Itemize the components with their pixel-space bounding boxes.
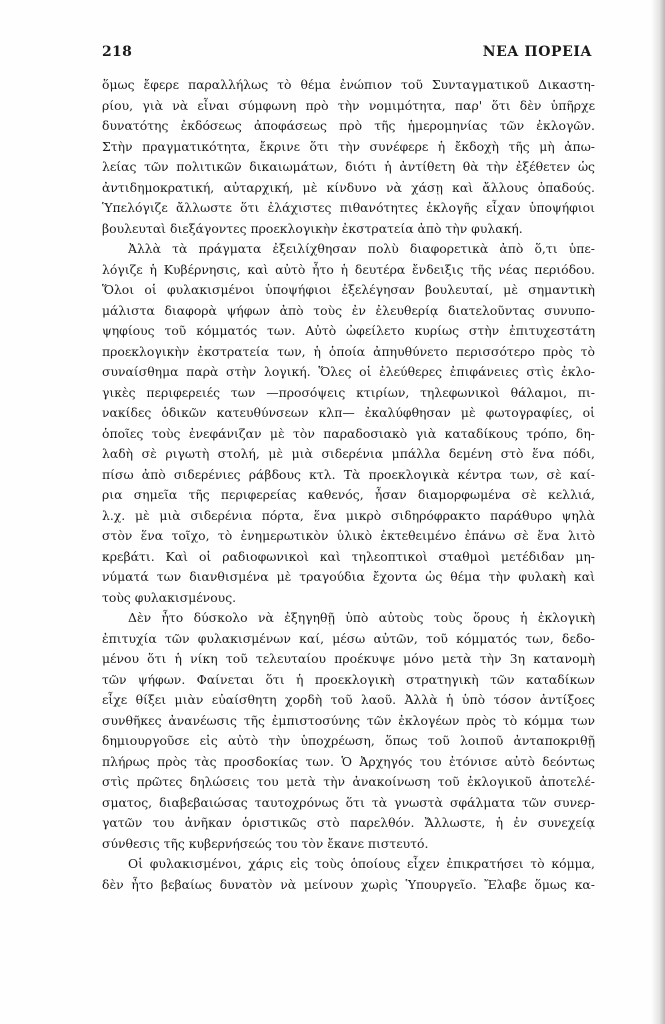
text-line: Ὑπελόγιζε ἄλλωστε ὅτι ἐλάχιστες πιθανότητες ἐκλογῆς εἶχαν ὑποψήφιοι (102, 200, 595, 215)
text-line: βουλευταὶ διεξάγοντες προεκλογικὴν ἐκστρατεία ἀπὸ τὴν φυλακή. (102, 220, 523, 236)
text-line: κρεβάτι. Καὶ οἱ ραδιοφωνικοὶ καὶ τηλεοπτικοὶ σταθμοὶ μετέδιδαν μη- (102, 548, 595, 564)
text-line: Στὴν πραγματικότητα, ἔκρινε ὅτι τὴν συνέφερε ἡ ἔκδοχὴ τῆς μὴ ἀπω- (102, 138, 595, 154)
text-line: τῶν ψήφων. Φαίνεται ὅτι ἡ προεκλογικὴ στρατηγικὴ τῶν καταδίκων (102, 671, 595, 687)
text-line: ὁποῖες τοὺς ἐνεφάνιζαν μὲ τὸν παραδοσιακὸ γιὰ καταδίκους τρόπο, δη- (102, 425, 595, 441)
text-line: γικὲς περιφερειές των —προσόψεις κτιρίων, τηλεφωνικοὶ θάλαμοι, πι- (102, 384, 595, 400)
text-line: δὲν ἦτο βεβαίως δυνατὸν νὰ μείνουν χωρὶς Ὑπουργεῖο. Ἔλαβε ὅμως κα- (102, 876, 595, 892)
text-line: νακίδες ὁδικῶν κατευθύνσεων κλπ— ἐκαλύφθησαν μὲ φωτογραφίες, οἱ (102, 405, 595, 420)
text-line: ρια σημεῖα τῆς περιφερείας καθενός, ἦσαν διαμορφωμένα σὲ κελλιά, (102, 487, 595, 502)
text-line: λόγιζε ἡ Κυβέρνησις, καὶ αὐτὸ ἦτο ἡ δευτέρα ἔνδειξις τῆς νέας περιόδου. (102, 261, 595, 277)
text-line: ρίου, γιὰ νὰ εἶναι σύμφωνη πρὸ τὴν νομιμότητα, παρ' ὅτι δὲν ὑπῆρχε (102, 97, 595, 113)
page-number: 218 (102, 44, 133, 60)
running-head (102, 44, 592, 66)
text-line: λείας τῶν πολιτικῶν δικαιωμάτων, διότι ἡ ἀντίθετη θὰ τὴν ἐξέθετεν ὡς (102, 159, 595, 174)
page-spine-shadow (651, 0, 665, 1024)
text-line: Ἀλλὰ τὰ πράγματα ἐξειλίχθησαν πολὺ διαφορετικὰ ἀπὸ ὅ,τι ὑπε- (128, 241, 595, 256)
text-line: νύματά των διανθισμένα μὲ τραγούδια ἔχοντα ὡς θέμα τὴν φυλακὴ καὶ (102, 569, 595, 584)
text-line: πίσω ἀπὸ σιδερένιες ράβδους κτλ. Τὰ προεκλογικὰ κέντρα των, σὲ καί- (102, 466, 595, 482)
text-line: προεκλογικὴν ἐκστρατεία των, ἡ ὁποία ἀπηυθύνετο περισσότερο πρὸς τὸ (102, 343, 595, 359)
text-line: ἐπιτυχία τῶν φυλακισμένων καί, μέσω αὐτῶν, τοῦ κόμματός των, δεδο- (102, 630, 595, 646)
text-line: δημιουργοῦσε εἰς αὐτὸ τὴν ὑποχρέωση, ὅπως τοῦ λοιποῦ ἀνταποκριθῇ (102, 733, 595, 748)
text-line: δυνατότης ἐκδόσεως ἀποφάσεως πρὸ τῆς ἡμερομηνίας τῶν ἐκλογῶν. (102, 118, 595, 133)
text-line: στὶς πρῶτες δηλώσεις του μετὰ τὴν ἀνακοίνωση τοῦ ἐκλογικοῦ ἀποτελέ- (102, 774, 595, 789)
text-line: σματος, διαβεβαιώσας ταυτοχρόνως ὅτι τὰ γνωστὰ σφάλματα τῶν συνερ- (102, 794, 595, 810)
text-line: εἶχε θίξει μιὰν εὐαίσθητη χορδὴ τοῦ λαοῦ. Ἀλλὰ ἡ ὑπὸ τόσον ἀντίξοες (102, 692, 595, 707)
text-line: ὅμως ἔφερε παραλλήλως τὸ θέμα ἐνώπιον τοῦ Συνταγματικοῦ Δικαστη- (102, 77, 595, 92)
text-line: τοὺς φυλακισμένους. (102, 589, 237, 605)
text-line: ψηφίους τοῦ κόμματός των. Αὐτὸ ὠφείλετο κυρίως στὴν ἐπιτυχεστάτη (102, 323, 595, 338)
text-line: στὸν ἕνα τοῖχο, τὸ ἐνημερωτικὸν ὑλικὸ ἐκτεθειμένο ἐπάνω σὲ ἕνα λιτὸ (102, 528, 595, 543)
text-line: Οἱ φυλακισμένοι, χάρις εἰς τοὺς ὁποίους εἶχεν ἐπικρατήσει τὸ κόμμα, (128, 856, 595, 871)
text-line: λ.χ. μὲ μιὰ σιδερένια πόρτα, ἕνα μικρὸ σιδηρόφρακτο παράθυρο ψηλὰ (102, 507, 595, 523)
text-line: ἀντιδημοκρατική, αὐταρχική, μὲ κίνδυνο νὰ χάσῃ καὶ ἄλλους ὀπαδούς. (102, 179, 595, 195)
text-line: μένου ὅτι ἡ νίκη τοῦ τελευταίου προέκυψε μόνο μετὰ τὴν 3η κατανομὴ (102, 651, 595, 666)
text-line: συνθῆκες ἀνανέωσις τῆς ἐμπιστοσύνης τῶν ἐκλογέων πρὸς τὸ κόμμα των (102, 712, 595, 728)
text-line: συναίσθημα παρὰ στὴν λογική. Ὅλες οἱ ἐλεύθερες ἐπιφάνειες στὶς ἐκλο- (102, 364, 595, 379)
text-line: Δὲν ἦτο δύσκολο νὰ ἐξηγηθῇ ὑπὸ αὐτοὺς τοὺς ὅρους ἡ ἐκλογικὴ (128, 610, 595, 625)
text-line: σύνθεσις τῆς κυβερνήσεώς του τὸν ἔκανε πιστευτό. (102, 835, 429, 851)
text-line: Ὅλοι οἱ φυλακισμένοι ὑποψήφιοι ἐξελέγησαν βουλευταί, μὲ σημαντικὴ (102, 282, 595, 297)
text-line: γατῶν του ἀνῆκαν ὁριστικῶς στὸ παρελθόν. Ἄλλωστε, ἡ ἐν συνεχείᾳ (102, 815, 595, 830)
journal-title: ΝΕΑ ΠΟΡΕΙΑ (482, 44, 592, 60)
body-text (102, 75, 595, 895)
text-line: μάλιστα διαφορὰ ψήφων ἀπὸ τοὺς ἐν ἐλευθερίᾳ διατελοῦντας συνυπο- (102, 302, 595, 318)
text-line: λαδὴ σὲ ριγωτὴ στολή, μὲ μιὰ σιδερένια μπάλλα δεμένη στὸ ἕνα πόδι, (102, 446, 595, 461)
text-line: πλήρως πρὸς τὰς προσδοκίας των. Ὁ Ἀρχηγός του ἐτόνισε αὐτὸ δεόντως (102, 753, 595, 769)
